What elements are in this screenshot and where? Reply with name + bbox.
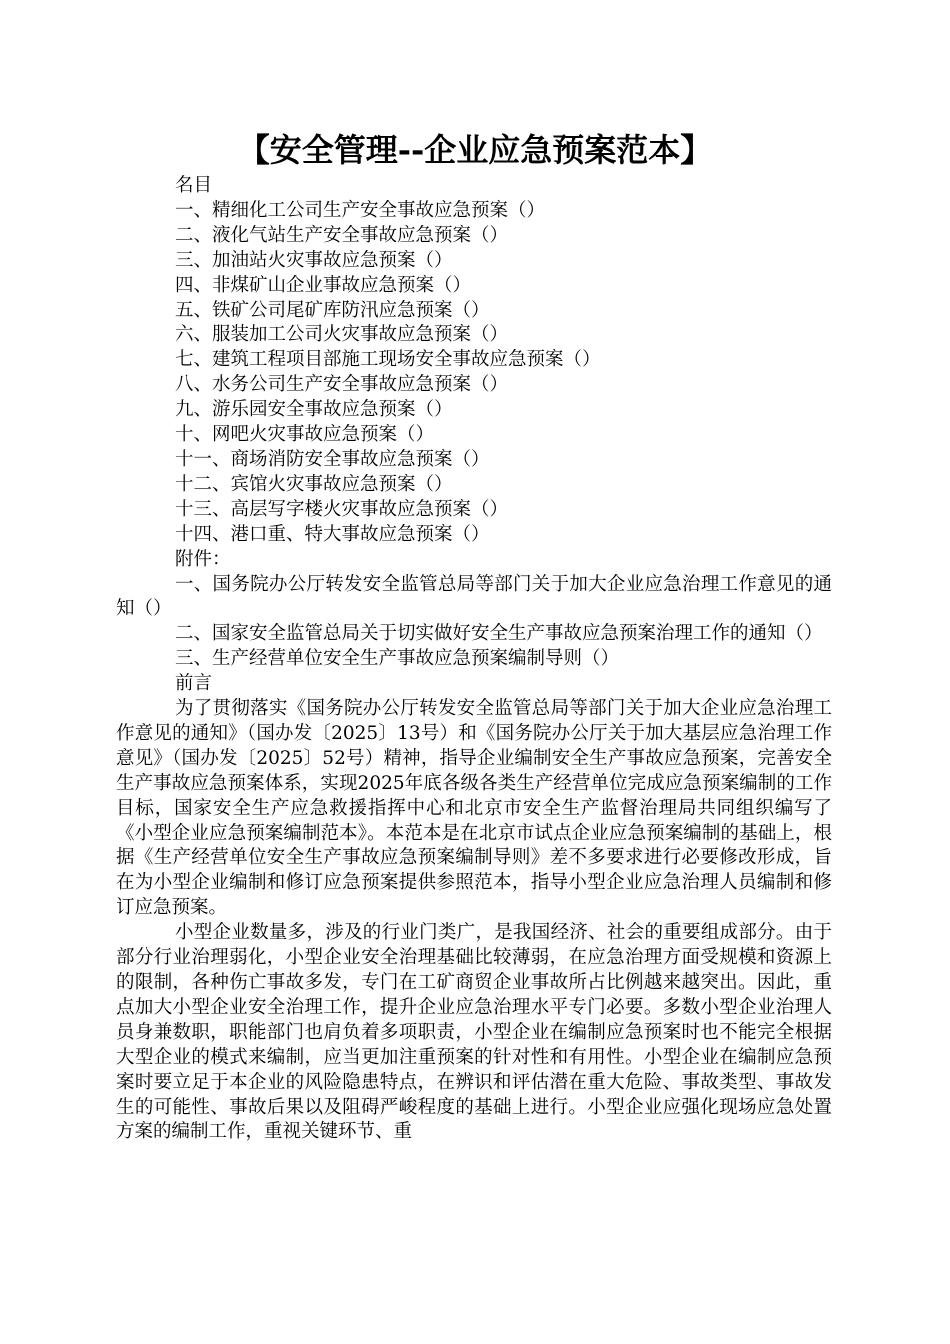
contents-item: 十二、宾馆火灾事故应急预案（）: [175, 473, 453, 495]
preface-heading: 前言: [175, 673, 213, 695]
contents-item: 二、液化气站生产安全事故应急预案（）: [175, 224, 509, 246]
preface-paragraph: 为了贯彻落实《国务院办公厅转发安全监管总局等部门关于加大企业应急治理工作意见的通知》（国办发〔2025〕13号）和《国务院办公厅关于加大基层应急治理工作意见》（国办发〔2025〕52号）精神，指导企业编制安全生产事故应急预案，完善安全生产事故应急预案体系，实现2025年底各级各类生产经营单位完成应急预案编制的工作目标，国家安全生产应急救援指挥中心和北京市安全生产监督治理局共同组织编写了《小型企业应急预案编制范本》。本范本是在北京市试点企业应急预案编制的基础上，根据《生产经营单位安全生产事故应急预案编制导则》差不多要求进行必要修改形成，旨在为小型企业编制和修订应急预案提供参照范本，指导小型企业应急治理人员编制和修订应急预案。: [116, 698, 832, 919]
contents-item: 五、铁矿公司尾矿库防汛应急预案（）: [175, 299, 490, 321]
attachments-heading: 附件：: [175, 548, 231, 570]
contents-item: 十四、港口重、特大事故应急预案（）: [175, 523, 490, 545]
contents-item: 十、网吧火灾事故应急预案（）: [175, 424, 435, 446]
contents-item: 八、水务公司生产安全事故应急预案（）: [175, 374, 509, 396]
contents-item: 七、建筑工程项目部施工现场安全事故应急预案（）: [175, 349, 601, 371]
document-body: [116, 174, 832, 1145]
document-title: 【安全管理--企业应急预案范本】: [237, 131, 713, 169]
contents-item: 六、服装加工公司火灾事故应急预案（）: [175, 324, 509, 346]
attachments-list: [116, 573, 832, 673]
contents-item: 四、非煤矿山企业事故应急预案（）: [175, 274, 472, 296]
contents-heading: 名目: [175, 175, 213, 196]
contents-item: 十三、高层写字楼火灾事故应急预案（）: [175, 498, 509, 520]
contents-item: 九、游乐园安全事故应急预案（）: [175, 399, 453, 421]
contents-item: 一、精细化工公司生产安全事故应急预案（）: [175, 199, 546, 221]
contents-item: 十一、商场消防安全事故应急预案（）: [175, 448, 490, 470]
preface-paragraph: 小型企业数量多，涉及的行业门类广，是我国经济、社会的重要组成部分。由于部分行业治理弱化，小型企业安全治理基础比较薄弱，在应急治理方面受规模和资源上的限制，各种伤亡事故多发，专门在工矿商贸企业事故所占比例越来越突出。因此，重点加大小型企业安全治理工作，提升企业应急治理水平专门必要。多数小型企业治理人员身兼数职，职能部门也肩负着多项职责，小型企业在编制应急预案时也不能完全根据大型企业的模式来编制，应当更加注重预案的针对性和有用性。小型企业在编制应急预案时要立足于本企业的风险隐患特点，在辨识和评估潜在重大危险、事故类型、事故发生的可能性、事故后果以及阻碍严峻程度的基础上进行。小型企业应强化现场应急处置方案的编制工作，重视关键环节、重: [116, 922, 832, 1143]
attachment-item: 二、国家安全监管总局关于切实做好安全生产事故应急预案治理工作的通知（）: [175, 623, 823, 645]
contents-item: 三、加油站火灾事故应急预案（）: [175, 249, 453, 271]
attachment-item: 一、国务院办公厅转发安全监管总局等部门关于加大企业应急治理工作意见的通知（）: [116, 573, 832, 620]
attachment-item: 三、生产经营单位安全生产事故应急预案编制导则（）: [175, 648, 620, 670]
contents-list: [116, 199, 832, 548]
